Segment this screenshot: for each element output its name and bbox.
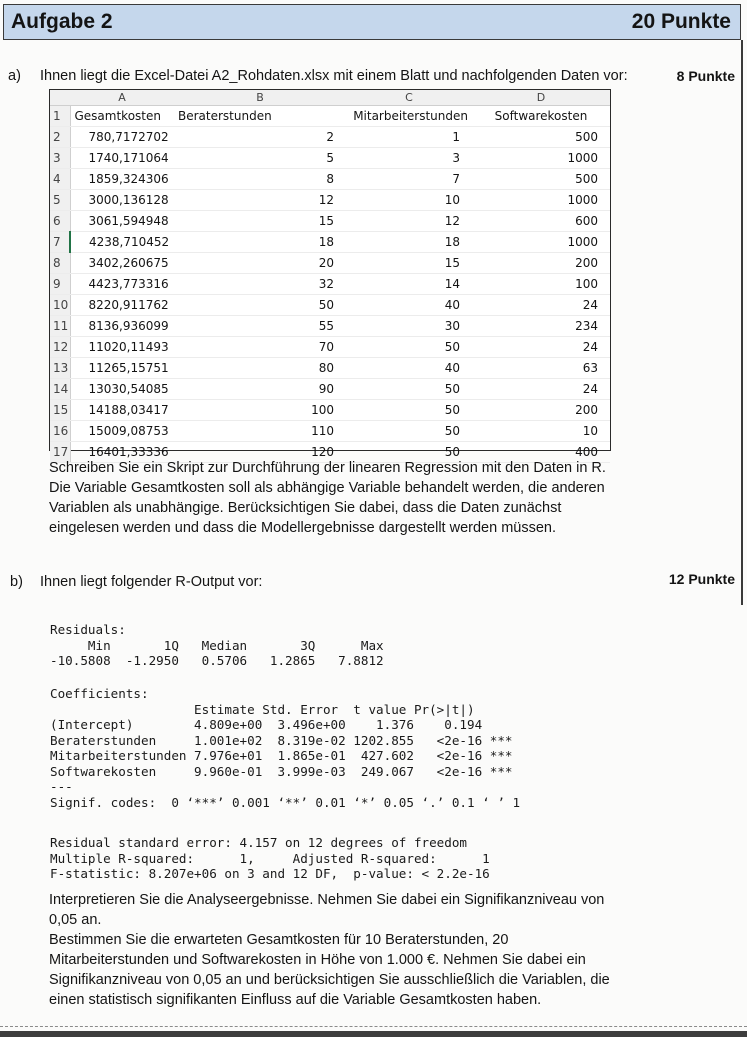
column-letter: C: [346, 90, 472, 106]
cell-mitarbeiterstunden: 40: [346, 358, 472, 379]
row-number: 16: [50, 421, 70, 442]
cell-mitarbeiterstunden: 18: [346, 232, 472, 253]
cell-softwarekosten: 200: [472, 400, 610, 421]
cell-gesamtkosten: 3061,594948: [70, 211, 174, 232]
cell-softwarekosten: 400: [472, 442, 610, 463]
column-letter: A: [70, 90, 174, 106]
r-output-coefficients: Coefficients: Estimate Std. Error t value Pr(>|t|) (Intercept) 4.809e+00 3.496e+00 1.376 0.194 Beraterstunden 1.001e+02 8.319e-02 1202.855 <2e-16 *** Mitarbeiterstunden 7.976e+01 1.865e-01 427.602 <2e-16 *** Softwarekosten 9.960e-01 3.999e-03 249.067 <2e-16 *** --- Signif. codes: 0 ‘***’ 0.001 ‘**’ 0.01 ‘*’ 0.05 ‘.’ 0.1 ‘ ’ 1: [50, 686, 521, 810]
task-title: Aufgabe 2: [11, 10, 113, 33]
spreadsheet-row: [50, 190, 610, 211]
r-output-summary: Residual standard error: 4.157 on 12 degrees of freedom Multiple R-squared: 1, Adjusted R-squared: 1 F-statistic: 8.207e+06 on 3 and 12 DF, p-value: < 2.2e-16: [50, 835, 490, 881]
page-footer-bar: [0, 1031, 747, 1037]
cell-mitarbeiterstunden: 15: [346, 253, 472, 274]
cell-beraterstunden: 100: [174, 400, 346, 421]
part-b-task-interpret: Interpretieren Sie die Analyseergebnisse. Nehmen Sie dabei ein Signifikanzniveau von 0,05 an.: [49, 892, 605, 928]
spreadsheet-row: [50, 337, 610, 358]
spreadsheet-row: [50, 316, 610, 337]
cell-mitarbeiterstunden: 10: [346, 190, 472, 211]
cell-mitarbeiterstunden: 50: [346, 337, 472, 358]
cell-mitarbeiterstunden: 14: [346, 274, 472, 295]
cell-softwarekosten: 1000: [472, 190, 610, 211]
cell-softwarekosten: 63: [472, 358, 610, 379]
cell-softwarekosten: 10: [472, 421, 610, 442]
cell-mitarbeiterstunden: 1: [346, 127, 472, 148]
column-letter: B: [174, 90, 346, 106]
cell-softwarekosten: 24: [472, 295, 610, 316]
cell-mitarbeiterstunden: 50: [346, 421, 472, 442]
cell-softwarekosten: 234: [472, 316, 610, 337]
row-number: 8: [50, 253, 70, 274]
column-letter-row: [50, 90, 610, 106]
spreadsheet-row: [50, 379, 610, 400]
cell-gesamtkosten: 8136,936099: [70, 316, 174, 337]
cell-gesamtkosten: 4423,773316: [70, 274, 174, 295]
header-row: [50, 106, 610, 127]
spreadsheet-row: [50, 127, 610, 148]
spreadsheet-row: [50, 421, 610, 442]
cell-softwarekosten: 500: [472, 127, 610, 148]
row-number: 4: [50, 169, 70, 190]
cell-beraterstunden: 90: [174, 379, 346, 400]
part-a-label: a): [8, 68, 21, 84]
spreadsheet-row: [50, 253, 610, 274]
cell-softwarekosten: 500: [472, 169, 610, 190]
cell-gesamtkosten: 11265,15751: [70, 358, 174, 379]
part-b-intro: Ihnen liegt folgender R-Output vor:: [40, 574, 263, 590]
spreadsheet-row: [50, 148, 610, 169]
spreadsheet-row: [50, 295, 610, 316]
header-cell: Mitarbeiterstunden: [346, 106, 472, 127]
cell-gesamtkosten: 3000,136128: [70, 190, 174, 211]
cell-mitarbeiterstunden: 50: [346, 442, 472, 463]
cell-mitarbeiterstunden: 30: [346, 316, 472, 337]
page-footer-divider: [0, 1026, 747, 1027]
cell-softwarekosten: 1000: [472, 148, 610, 169]
task-total-points: 20 Punkte: [631, 10, 731, 33]
cell-gesamtkosten: 4238,710452: [70, 232, 174, 253]
cell-beraterstunden: 70: [174, 337, 346, 358]
cell-gesamtkosten: 1740,171064: [70, 148, 174, 169]
cell-softwarekosten: 600: [472, 211, 610, 232]
header-cell: Gesamtkosten: [70, 106, 174, 127]
row-number: 15: [50, 400, 70, 421]
part-a-task: Schreiben Sie ein Skript zur Durchführung der linearen Regression mit den Daten in R. Die Variable Gesamtkosten soll als abhängige Variable behandelt werden, die anderen Variablen als unabhängige. Berücksichtigen Sie dabei, dass die Daten zunächst eingelesen werden und dass die Modellergebnisse dargestellt werden müssen.: [49, 460, 606, 536]
task-header: [3, 4, 741, 40]
row-number: 13: [50, 358, 70, 379]
cell-softwarekosten: 24: [472, 337, 610, 358]
cell-beraterstunden: 2: [174, 127, 346, 148]
row-number: 2: [50, 127, 70, 148]
cell-beraterstunden: 120: [174, 442, 346, 463]
row-number: 14: [50, 379, 70, 400]
spreadsheet-row: [50, 169, 610, 190]
row-number: 9: [50, 274, 70, 295]
part-b-label: b): [10, 574, 23, 590]
row-number: 12: [50, 337, 70, 358]
row-number: 7: [50, 232, 70, 253]
cell-mitarbeiterstunden: 12: [346, 211, 472, 232]
cell-beraterstunden: 110: [174, 421, 346, 442]
spreadsheet-row: [50, 211, 610, 232]
part-b-points: 12 Punkte: [668, 571, 735, 587]
cell-mitarbeiterstunden: 7: [346, 169, 472, 190]
cell-mitarbeiterstunden: 3: [346, 148, 472, 169]
cell-gesamtkosten: 3402,260675: [70, 253, 174, 274]
cell-beraterstunden: 55: [174, 316, 346, 337]
cell-softwarekosten: 24: [472, 379, 610, 400]
header-cell: Beraterstunden: [174, 106, 346, 127]
spreadsheet-row: [50, 358, 610, 379]
cell-softwarekosten: 1000: [472, 232, 610, 253]
row-number: 6: [50, 211, 70, 232]
spreadsheet-row: [50, 232, 610, 253]
cell-beraterstunden: 15: [174, 211, 346, 232]
spreadsheet-excerpt: [49, 89, 611, 459]
part-a-intro: Ihnen liegt die Excel-Datei A2_Rohdaten.xlsx mit einem Blatt und nachfolgenden Daten vor:: [40, 68, 628, 84]
row-number: 3: [50, 148, 70, 169]
r-output-residuals: Residuals: Min 1Q Median 3Q Max -10.5808 -1.2950 0.5706 1.2865 7.8812: [50, 622, 384, 668]
cell-gesamtkosten: 13030,54085: [70, 379, 174, 400]
cell-gesamtkosten: 16401,33336: [70, 442, 174, 463]
cell-softwarekosten: 100: [472, 274, 610, 295]
cell-softwarekosten: 200: [472, 253, 610, 274]
cell-beraterstunden: 18: [174, 232, 346, 253]
spreadsheet-row: [50, 274, 610, 295]
cell-gesamtkosten: 14188,03417: [70, 400, 174, 421]
cell-beraterstunden: 32: [174, 274, 346, 295]
cell-mitarbeiterstunden: 50: [346, 379, 472, 400]
cell-gesamtkosten: 1859,324306: [70, 169, 174, 190]
row-number: 10: [50, 295, 70, 316]
cell-gesamtkosten: 8220,911762: [70, 295, 174, 316]
cell-gesamtkosten: 780,7172702: [70, 127, 174, 148]
part-b-task-predict: Bestimmen Sie die erwarteten Gesamtkosten für 10 Beraterstunden, 20 Mitarbeiterstunden und Softwarekosten in Höhe von 1.000 €. Nehmen Sie dabei ein Signifikanzniveau von 0,05 an und berücksichtigen Sie ausschließlich die Variablen, die einen statistisch signifikanten Einfluss auf die Variable Gesamtkosten haben.: [49, 932, 610, 1008]
right-margin-line: [741, 40, 743, 605]
cell-beraterstunden: 12: [174, 190, 346, 211]
cell-gesamtkosten: 15009,08753: [70, 421, 174, 442]
cell-beraterstunden: 20: [174, 253, 346, 274]
corner-cell: [50, 90, 70, 106]
cell-gesamtkosten: 11020,11493: [70, 337, 174, 358]
cell-mitarbeiterstunden: 40: [346, 295, 472, 316]
spreadsheet-row: [50, 400, 610, 421]
row-number: 1: [50, 106, 70, 127]
spreadsheet-table: [50, 90, 610, 463]
row-number: 11: [50, 316, 70, 337]
cell-beraterstunden: 50: [174, 295, 346, 316]
header-cell: Softwarekosten: [472, 106, 610, 127]
row-number: 5: [50, 190, 70, 211]
part-a-points: 8 Punkte: [676, 68, 735, 84]
column-letter: D: [472, 90, 610, 106]
cell-beraterstunden: 5: [174, 148, 346, 169]
cell-beraterstunden: 8: [174, 169, 346, 190]
row-number: 17: [50, 442, 70, 463]
cell-beraterstunden: 80: [174, 358, 346, 379]
cell-mitarbeiterstunden: 50: [346, 400, 472, 421]
